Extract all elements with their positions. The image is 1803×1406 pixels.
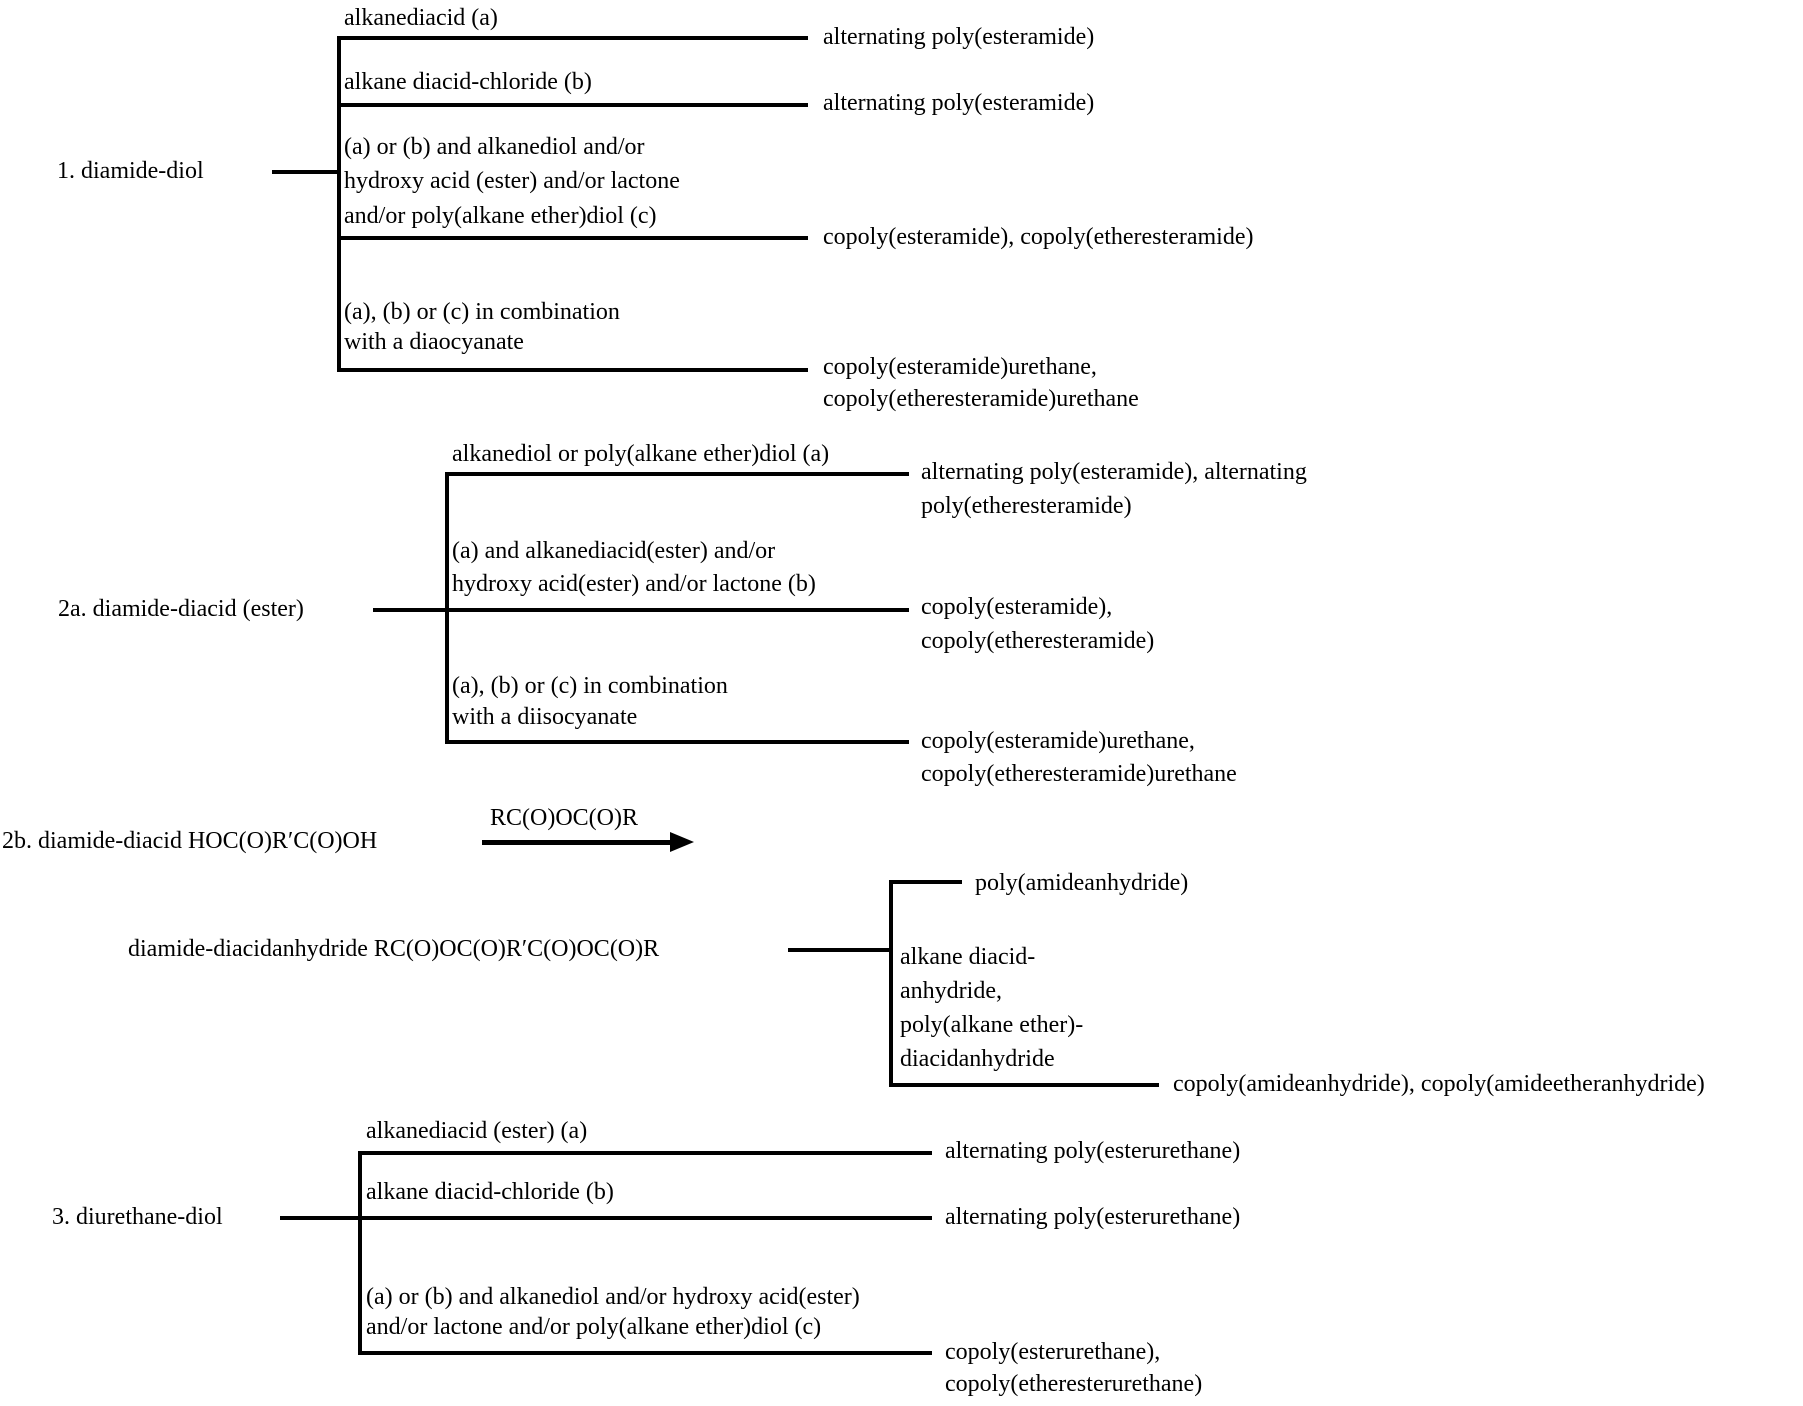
connector-line	[337, 236, 808, 240]
connector-line	[272, 170, 338, 174]
product-label: poly(etheresteramide)	[921, 493, 1132, 519]
connector-line	[445, 608, 909, 612]
connector-line	[337, 103, 808, 107]
connector-line	[889, 1083, 1159, 1087]
section-3-source-label: 3. diurethane-diol	[52, 1204, 223, 1230]
reagent-label: and/or poly(alkane ether)diol (c)	[344, 203, 657, 229]
reagent-label: hydroxy acid(ester) and/or lactone (b)	[452, 571, 816, 597]
connector-line	[337, 368, 808, 372]
connector-line	[337, 36, 808, 40]
reagent-label: and/or lactone and/or poly(alkane ether)diol (c)	[366, 1314, 822, 1340]
branch-trunk-line	[889, 880, 893, 1087]
branch-trunk-line	[358, 1151, 362, 1355]
reaction-arrow	[482, 840, 674, 845]
reagent-label: (a) or (b) and alkanediol and/or hydroxy acid(ester)	[366, 1284, 860, 1310]
section-2b-source-label: 2b. diamide-diacid HOC(O)R′C(O)OH	[2, 828, 378, 854]
product-label: copoly(etheresterurethane)	[945, 1371, 1203, 1397]
product-label: copoly(esteramide),	[921, 594, 1113, 620]
connector-line	[358, 1151, 932, 1155]
reagent-label: (a) and alkanediacid(ester) and/or	[452, 538, 776, 564]
product-label: poly(amideanhydride)	[975, 870, 1189, 896]
section-2a-source-label: 2a. diamide-diacid (ester)	[58, 596, 304, 622]
product-label: alternating poly(esteramide), alternating	[921, 459, 1307, 485]
reagent-label: alkane diacid-	[900, 944, 1036, 970]
connector-line	[373, 608, 447, 612]
arrow-head-icon	[670, 832, 694, 852]
product-label: alternating poly(esterurethane)	[945, 1138, 1241, 1164]
reagent-label: alkanediacid (a)	[344, 5, 498, 31]
connector-line	[358, 1351, 932, 1355]
reagent-label: (a) or (b) and alkanediol and/or	[344, 134, 645, 160]
section-1-source-label: 1. diamide-diol	[57, 158, 204, 184]
product-label: alternating poly(esterurethane)	[945, 1204, 1241, 1230]
connector-line	[280, 1216, 360, 1220]
reagent-label: (a), (b) or (c) in combination	[452, 673, 728, 699]
reagent-label: anhydride,	[900, 978, 1002, 1004]
product-label: copoly(etheresteramide)urethane	[823, 386, 1139, 412]
connector-line	[445, 472, 909, 476]
reagent-label: with a diaocyanate	[344, 329, 524, 355]
product-label: copoly(esterurethane),	[945, 1339, 1161, 1365]
connector-line	[358, 1216, 932, 1220]
connector-line	[889, 880, 962, 884]
intermediate-label: diamide-diacidanhydride RC(O)OC(O)R′C(O)OC(O)R	[128, 936, 660, 962]
product-label: copoly(esteramide)urethane,	[823, 354, 1097, 380]
product-label: alternating poly(esteramide)	[823, 90, 1095, 116]
product-label: copoly(etheresteramide)urethane	[921, 761, 1237, 787]
reaction-arrow-label: RC(O)OC(O)R	[490, 805, 638, 831]
reagent-label: alkanediacid (ester) (a)	[366, 1118, 588, 1144]
product-label: copoly(etheresteramide)	[921, 628, 1155, 654]
reagent-label: with a diisocyanate	[452, 704, 638, 730]
reagent-label: diacidanhydride	[900, 1046, 1055, 1072]
product-label: copoly(esteramide), copoly(etheresteramide)	[823, 224, 1254, 250]
product-label: copoly(esteramide)urethane,	[921, 728, 1195, 754]
reagent-label: poly(alkane ether)-	[900, 1012, 1084, 1038]
reagent-label: alkanediol or poly(alkane ether)diol (a)	[452, 441, 830, 467]
connector-line	[788, 948, 891, 952]
reagent-label: hydroxy acid (ester) and/or lactone	[344, 168, 680, 194]
reagent-label: alkane diacid-chloride (b)	[344, 69, 592, 95]
product-label: copoly(amideanhydride), copoly(amideetheranhydride)	[1173, 1071, 1705, 1097]
connector-line	[445, 740, 909, 744]
branch-trunk-line	[337, 36, 341, 372]
reagent-label: alkane diacid-chloride (b)	[366, 1179, 614, 1205]
product-label: alternating poly(esteramide)	[823, 24, 1095, 50]
reagent-label: (a), (b) or (c) in combination	[344, 299, 620, 325]
